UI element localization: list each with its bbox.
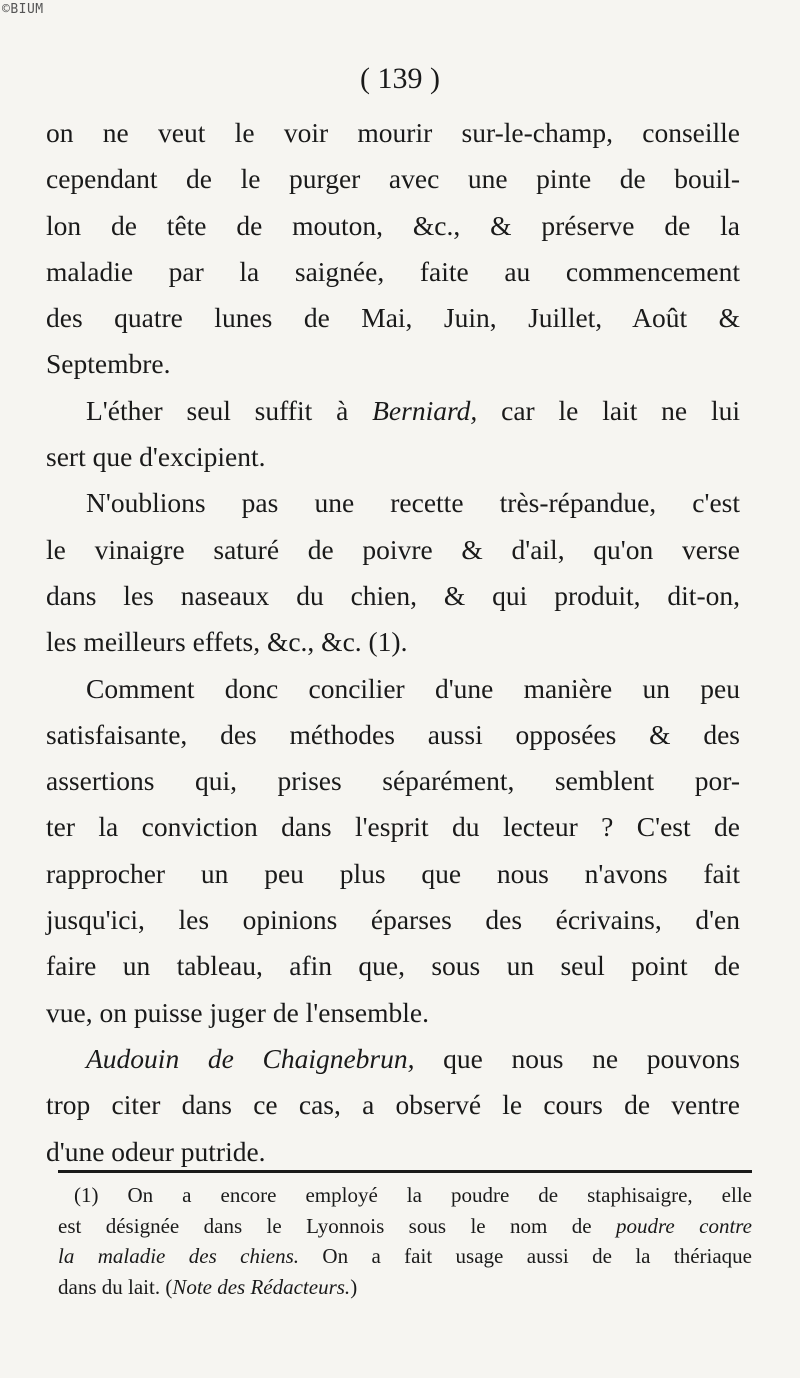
body-line bbox=[46, 758, 740, 804]
body-line bbox=[46, 619, 740, 665]
italic-text: poudre contre bbox=[616, 1213, 752, 1238]
body-line bbox=[46, 851, 740, 897]
body-line bbox=[46, 527, 740, 573]
footnote-line bbox=[58, 1272, 752, 1303]
body-line bbox=[46, 434, 740, 480]
text-segment: est désignée dans le Lyonnois sous le nom de bbox=[58, 1213, 616, 1238]
text-segment: On a fait usage aussi de la thériaque bbox=[299, 1244, 752, 1268]
body-line bbox=[46, 341, 740, 387]
text-segment: trop citer dans ce cas, a observé le cours de ventre bbox=[46, 1089, 740, 1121]
italic-text: Audouin de Chaignebrun, bbox=[86, 1042, 415, 1074]
italic-text: Berniard, bbox=[372, 394, 478, 426]
text-segment: (1) On a encore employé la poudre de staphisaigre, elle bbox=[74, 1183, 752, 1207]
text-segment: car le lait ne lui bbox=[477, 394, 740, 426]
body-line bbox=[46, 990, 740, 1036]
text-segment: sert que d'excipient. bbox=[46, 441, 266, 473]
body-line bbox=[46, 804, 740, 850]
italic-text: Note des Rédacteurs. bbox=[172, 1274, 351, 1299]
body-line bbox=[46, 1129, 740, 1175]
text-segment: jusqu'ici, les opinions éparses des écrivains, d'en bbox=[46, 904, 740, 936]
text-segment: dans du lait. ( bbox=[58, 1274, 173, 1299]
body-line bbox=[46, 897, 740, 943]
body-line bbox=[46, 249, 740, 295]
body-line bbox=[46, 480, 740, 526]
text-segment: maladie par la saignée, faite au commencement bbox=[46, 255, 740, 287]
italic-text: la maladie des chiens. bbox=[58, 1244, 300, 1268]
footnote-line bbox=[58, 1180, 752, 1211]
watermark: ©BIUM bbox=[2, 2, 44, 17]
text-segment: assertions qui, prises séparément, semblent por- bbox=[46, 765, 740, 797]
body-line bbox=[46, 666, 740, 712]
text-segment: Septembre. bbox=[46, 348, 171, 380]
footnote-line bbox=[58, 1241, 752, 1272]
text-segment: N'oublions pas une recette très-répandue, c'est bbox=[86, 487, 740, 519]
text-segment: les meilleurs effets, &c., &c. (1). bbox=[46, 626, 408, 658]
footnote bbox=[58, 1180, 752, 1302]
text-segment: que nous ne pouvons bbox=[414, 1042, 740, 1074]
text-segment: vue, on puisse juger de l'ensemble. bbox=[46, 996, 429, 1028]
body-text bbox=[46, 110, 740, 1175]
page-number: ( 139 ) bbox=[360, 62, 440, 95]
text-segment: d'une odeur putride. bbox=[46, 1135, 266, 1167]
body-line bbox=[46, 712, 740, 758]
body-line bbox=[46, 1036, 740, 1082]
text-segment: lon de tête de mouton, &c., & préserve de la bbox=[46, 209, 740, 241]
text-segment: rapprocher un peu plus que nous n'avons fait bbox=[46, 857, 740, 889]
body-line bbox=[46, 156, 740, 202]
text-segment: faire un tableau, afin que, sous un seul point de bbox=[46, 950, 740, 982]
body-line bbox=[46, 295, 740, 341]
text-segment: cependant de le purger avec une pinte de bouil- bbox=[46, 163, 740, 195]
text-segment: L'éther seul suffit à bbox=[86, 394, 373, 426]
footnote-line bbox=[58, 1211, 752, 1242]
text-segment: ) bbox=[350, 1274, 358, 1299]
body-line bbox=[46, 110, 740, 156]
body-line bbox=[46, 203, 740, 249]
body-line bbox=[46, 1082, 740, 1128]
text-segment: des quatre lunes de Mai, Juin, Juillet, Août & bbox=[46, 302, 740, 334]
body-line bbox=[46, 573, 740, 619]
text-segment: satisfaisante, des méthodes aussi opposées & des bbox=[46, 718, 740, 750]
text-segment: le vinaigre saturé de poivre & d'ail, qu'on verse bbox=[46, 533, 740, 565]
text-segment: Comment donc concilier d'une manière un peu bbox=[86, 672, 740, 704]
text-segment: ter la conviction dans l'esprit du lecteur ? C'est de bbox=[46, 811, 740, 843]
body-line bbox=[46, 388, 740, 434]
text-segment: dans les naseaux du chien, & qui produit, dit-on, bbox=[46, 579, 740, 611]
footnote-divider bbox=[58, 1170, 752, 1173]
text-segment: on ne veut le voir mourir sur-le-champ, conseille bbox=[46, 117, 740, 148]
body-line bbox=[46, 943, 740, 989]
